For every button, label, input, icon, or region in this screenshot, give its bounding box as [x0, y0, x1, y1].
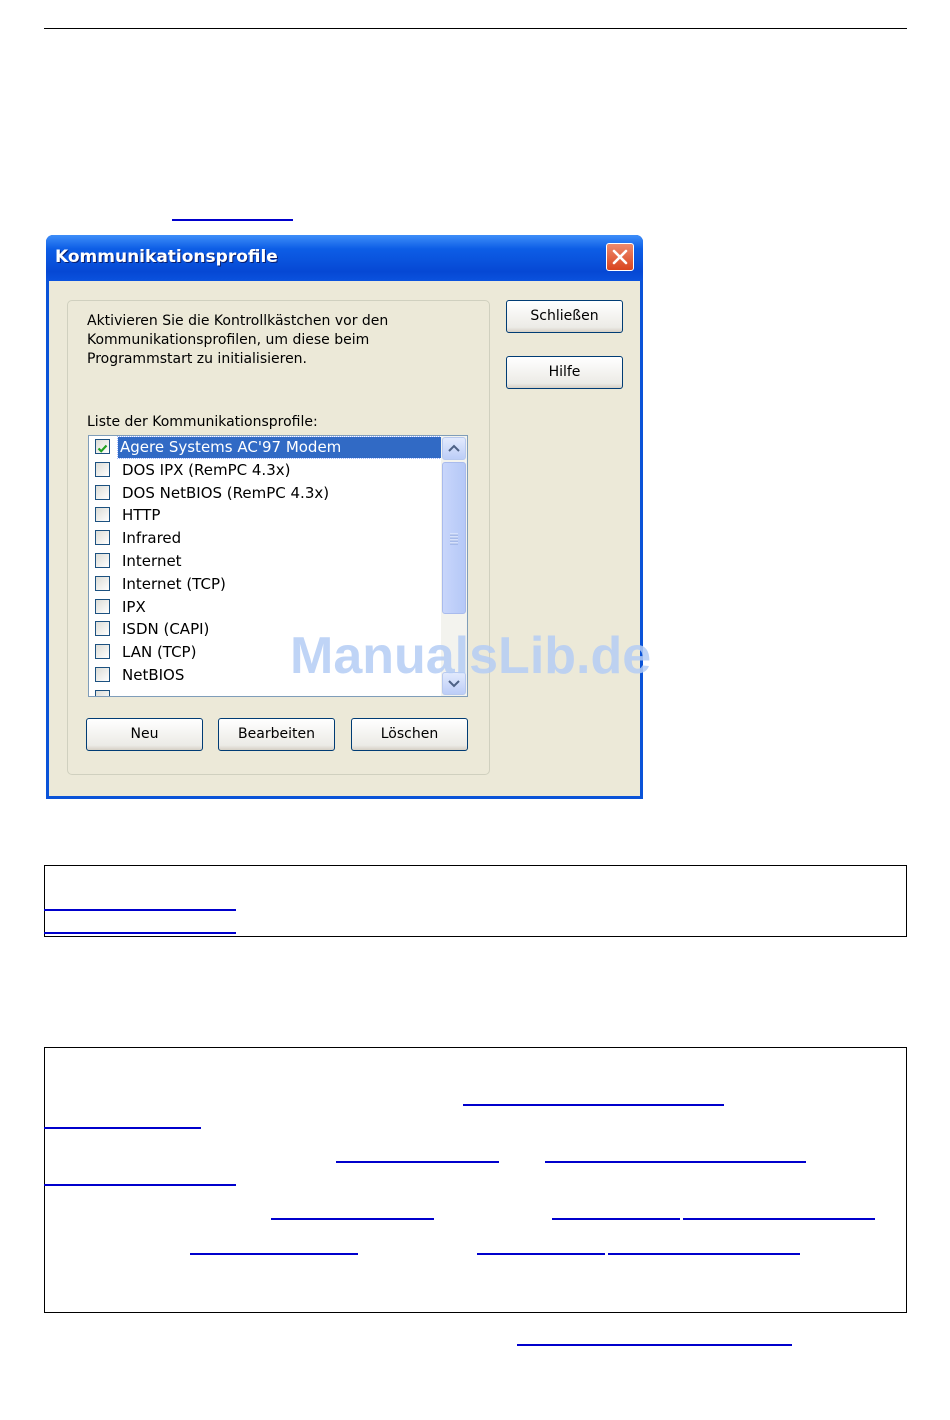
- scroll-thumb[interactable]: [442, 462, 466, 614]
- top-rule: [44, 28, 907, 29]
- row-divider: [906, 1196, 907, 1224]
- link-underline[interactable]: [172, 219, 293, 221]
- list-item[interactable]: [89, 550, 441, 573]
- list-item[interactable]: [89, 504, 441, 527]
- note-box: [44, 865, 907, 937]
- list-item[interactable]: [89, 596, 441, 619]
- row-divider: [44, 1265, 45, 1293]
- list-item-label: [120, 688, 126, 697]
- row-divider: [906, 1265, 907, 1293]
- link-underline[interactable]: [190, 1253, 358, 1255]
- list-item-label: DOS NetBIOS (RemPC 4.3x): [122, 483, 330, 502]
- scroll-up-icon[interactable]: [442, 437, 466, 460]
- row-divider: [44, 1138, 45, 1158]
- link-underline[interactable]: [44, 1127, 201, 1129]
- list-item-label: HTTP: [122, 506, 161, 525]
- close-button[interactable]: Schließen: [506, 300, 623, 333]
- list-item-label: DOS IPX (RemPC 4.3x): [122, 460, 291, 479]
- help-button[interactable]: Hilfe: [506, 356, 623, 389]
- dialog-body: [49, 281, 640, 796]
- list-item-label: LAN (TCP): [122, 643, 197, 662]
- list-item[interactable]: [89, 527, 441, 550]
- list-item-label: ISDN (CAPI): [122, 620, 210, 639]
- checkbox-icon[interactable]: [95, 599, 110, 614]
- checkbox-icon[interactable]: [95, 530, 110, 545]
- link-underline[interactable]: [44, 909, 236, 911]
- link-underline[interactable]: [683, 1218, 875, 1220]
- close-icon[interactable]: [606, 243, 634, 271]
- checkbox-icon[interactable]: [95, 553, 110, 568]
- checkbox-icon[interactable]: [95, 667, 110, 682]
- watermark: ManualsLib.de: [290, 627, 652, 685]
- reference-box: [44, 1047, 907, 1313]
- checkbox-icon[interactable]: [95, 621, 110, 636]
- list-label: Liste der Kommunikationsprofile:: [87, 414, 318, 430]
- link-underline[interactable]: [44, 1184, 236, 1186]
- list-item-label: Internet (TCP): [122, 574, 226, 593]
- list-item[interactable]: [89, 459, 441, 482]
- instruction-text: Aktivieren Sie die Kontrollkästchen vor den Kommunikationsprofilen, um diese beim Programmstart zu initialisieren.: [87, 313, 389, 367]
- dialog-title-bar[interactable]: [46, 235, 643, 281]
- list-item-label: IPX: [122, 597, 146, 616]
- link-underline[interactable]: [545, 1161, 806, 1163]
- row-divider: [906, 1080, 907, 1130]
- link-underline[interactable]: [477, 1253, 605, 1255]
- communication-profiles-dialog: [46, 235, 643, 799]
- delete-button[interactable]: Löschen: [351, 718, 468, 751]
- link-underline[interactable]: [463, 1104, 724, 1106]
- link-underline[interactable]: [336, 1161, 499, 1163]
- edit-button[interactable]: Bearbeiten: [218, 718, 335, 751]
- link-underline[interactable]: [44, 932, 236, 934]
- list-item-label: Agere Systems AC'97 Modem: [118, 437, 441, 458]
- checkbox-checked-icon[interactable]: [95, 439, 110, 454]
- checkbox-icon[interactable]: [95, 690, 110, 697]
- link-underline[interactable]: [271, 1218, 434, 1220]
- checkbox-icon[interactable]: [95, 644, 110, 659]
- list-item-label: Infrared: [122, 529, 182, 548]
- link-underline[interactable]: [552, 1218, 680, 1220]
- checkbox-icon[interactable]: [95, 576, 110, 591]
- row-divider: [906, 1231, 907, 1259]
- list-item[interactable]: [89, 687, 441, 697]
- link-underline[interactable]: [517, 1344, 792, 1346]
- checkbox-icon[interactable]: [95, 507, 110, 522]
- checkbox-icon[interactable]: [95, 462, 110, 477]
- list-item[interactable]: [89, 482, 441, 505]
- list-item[interactable]: [89, 436, 441, 459]
- list-item-label: NetBIOS: [122, 665, 185, 684]
- dialog-title: Kommunikationsprofile: [55, 247, 278, 267]
- row-divider: [44, 1080, 45, 1100]
- link-underline[interactable]: [608, 1253, 800, 1255]
- list-item-label: Internet: [122, 551, 182, 570]
- new-button[interactable]: Neu: [86, 718, 203, 751]
- checkbox-icon[interactable]: [95, 485, 110, 500]
- row-divider: [906, 1138, 907, 1188]
- row-divider: [44, 1196, 45, 1224]
- list-item[interactable]: [89, 573, 441, 596]
- row-divider: [44, 1231, 45, 1259]
